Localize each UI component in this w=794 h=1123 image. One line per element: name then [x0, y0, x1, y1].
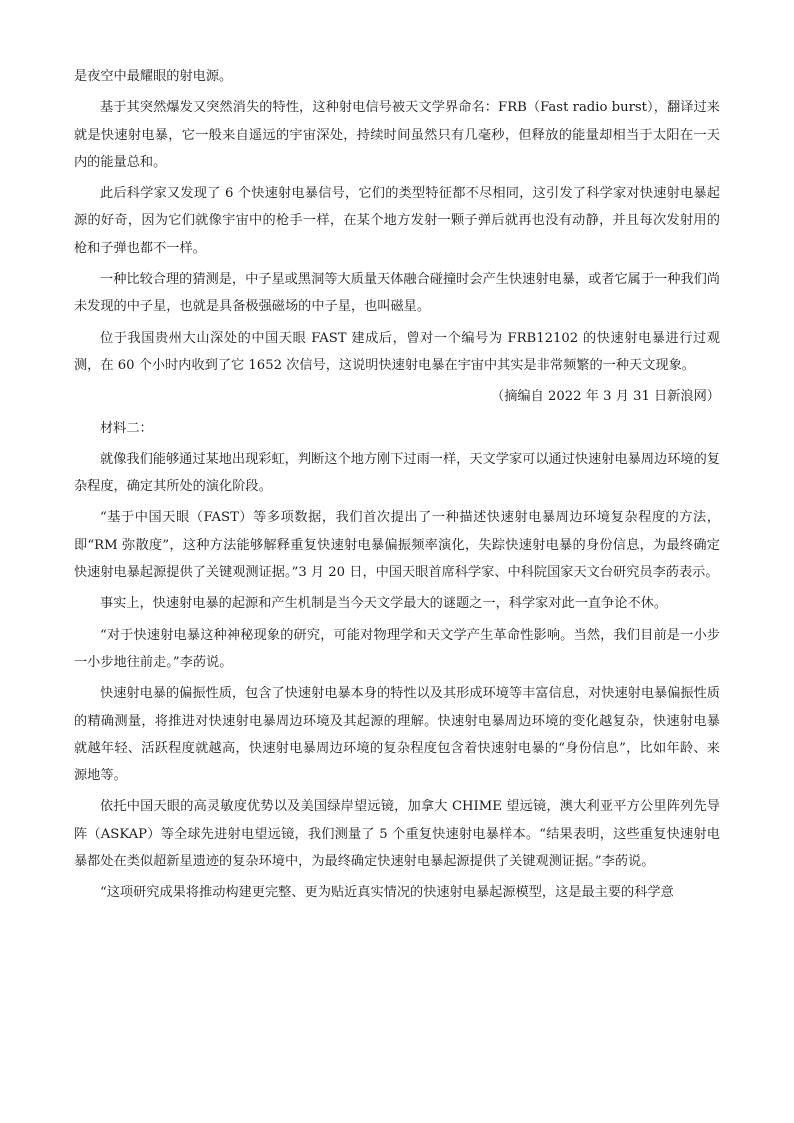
paragraph-significance: “这项研究成果将推动构建更完整、更为贴近真实情况的快速射电暴起源模型，这是最主要的科学意: [100, 885, 674, 901]
paragraph-polarization: 快速射电暴的偏振性质，包含了快速射电暴本身的特性以及其形成环境等丰富信息，对快速射电暴偏振性质的精确测量，将推进对快速射电暴周边环境及其起源的理解。快速射电暴周边环境的变化越复杂，快速射电暴就越年轻、活跃程度就越高，快速射电暴周边环境的复杂程度包含着快速射电暴的“身份信息”，比如年龄、来源地等。: [74, 686, 720, 784]
document-body: [74, 63, 720, 911]
paragraph-continuation: 是夜空中最耀眼的射电源。: [74, 69, 233, 84]
source-citation: （摘编自 2022 年 3 月 31 日新浪网）: [491, 389, 720, 405]
material-two-heading: 材料二：: [100, 420, 153, 436]
paragraph-rm-method: “基于中国天眼（FAST）等多项数据，我们首次提出了一种描述快速射电暴周边环境复杂程度的方法，即“RM 弥散度”，这种方法能够解释重复快速射电暴偏振频率演化，失踪快速射电暴的身份信息，为最终确定快速射电暴起源提供了关键观测证据。”3 月 20 日，中国天眼首席科学家、中科院国家天文台研究员李菂表示。: [74, 510, 720, 581]
paragraph-mystery: 事实上，快速射电暴的起源和产生机制是当今天文学最大的谜题之一，科学家对此一直争论不休。: [100, 596, 668, 612]
paragraph-rainbow-analogy: 就像我们能够通过某地出现彩虹，判断这个地方刚下过雨一样，天文学家可以通过快速射电暴周边环境的复杂程度，确定其所处的演化阶段。: [74, 451, 720, 495]
paragraph-li-di-quote: “对于快速射电暴这种神秘现象的研究，可能对物理学和天文学产生革命性影响。当然，我们目前是一小步一小步地往前走。”李菂说。: [74, 627, 720, 670]
paragraph-six-signals: 此后科学家又发现了 6 个快速射电暴信号，它们的类型特征都不尽相同，这引发了科学家对快速射电暴起源的好奇，因为它们就像宇宙中的枪手一样，在某个地方发射一颗子弹后就再也没有动静，并且每次发射用的枪和子弹也都不一样。: [74, 186, 720, 256]
paragraph-hypothesis: 一种比较合理的猜测是，中子星或黑洞等大质量天体融合碰撞时会产生快速射电暴，或者它属于一种我们尚未发现的中子星，也就是具备极强磁场的中子星，也叫磁星。: [74, 272, 720, 315]
paragraph-telescopes: 依托中国天眼的高灵敏度优势以及美国绿岸望远镜，加拿大 CHIME 望远镜，澳大利亚平方公里阵列先导阵（ASKAP）等全球先进射电望远镜，我们测量了 5 个重复快速射电暴样本。“结果表明，这些重复快速射电暴都处在类似超新星遗迹的复杂环境中，为最终确定快速射电暴起源提供了关键观测证据。”李菂说。: [74, 799, 720, 870]
paragraph-fast-observation: 位于我国贵州大山深处的中国天眼 FAST 建成后，曾对一个编号为 FRB12102 的快速射电暴进行过观测，在 60 个小时内收到了它 1652 次信号，这说明快速射电暴在宇宙中其实是非常频繁的一种天文现象。: [74, 330, 720, 373]
paragraph-frb-naming: 基于其突然爆发又突然消失的特性，这种射电信号被天文学界命名：FRB（Fast radio burst），翻译过来就是快速射电暴，它一般来自遥远的宇宙深处，持续时间虽然只有几毫秒，但释放的能量却相当于太阳在一天内的能量总和。: [74, 100, 720, 170]
